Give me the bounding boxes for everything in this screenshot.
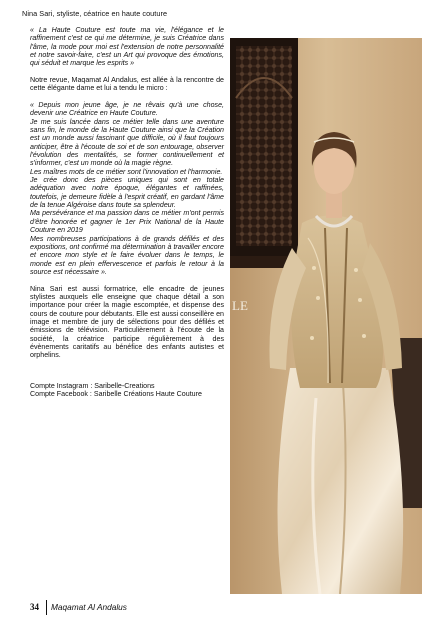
- portrait-photo: [230, 38, 422, 594]
- magazine-name: Maqamat Al Andalus: [51, 602, 127, 612]
- interview-answer-3: Les maîtres mots de ce métier sont l'innovation et l'harmonie.: [30, 167, 223, 176]
- interview-answer-4: Je crée donc des pièces uniques qui sont en totale adéquation avec notre époque, élégantes et raffinées, toutefois, je demeure fidèle à l'esprit créatif, en gardant l'âme de la tenue Algéroise dans toute sa splendeur.: [30, 176, 224, 210]
- page-number: 34: [30, 602, 39, 612]
- footer-divider: [46, 600, 47, 615]
- body-paragraph: Nina Sari est aussi formatrice, elle encadre de jeunes stylistes auxquels elle enseigne que chaque détail a son importance pour créer la magie escomptée, et dispense des cours de couture pour débutants. Elle est aussi conseillère en image et membre de jury de sélections pour des défilés et émissions de télévision. Particulièrement à l'écoute de la société, la créatrice participe régulièrement à des évènements caritatifs au bénéfice des enfants autistes et orphelins.: [30, 284, 224, 360]
- page-footer: [30, 599, 280, 615]
- interview-answer-5: Ma persévérance et ma passion dans ce métier m'ont permis d'être honorée et gagner le 1er Prix National de la Haute Couture en 2019: [30, 209, 224, 235]
- article-column: [30, 26, 224, 398]
- facebook-account: Compte Facebook : Saribelle Créations Haute Couture: [30, 389, 202, 398]
- instagram-account: Compte Instagram : Saribelle-Creations: [30, 381, 155, 390]
- interview-answer-2: Je me suis lancée dans ce métier telle dans une aventure sans fin, le monde de la Haute Couture ainsi que la Création est un monde aussi fascinant que difficile, où il faut toujours anticiper, être à l'écoute de soi et de son entourage, observer l'évolution des mentalités, se former continuellement et s'informer, c'est un monde où la magie règne.: [30, 117, 224, 168]
- intro-paragraph: Notre revue, Maqamat Al Andalus, est allée à la rencontre de cette élégante dame et lui a tendu le micro :: [30, 76, 224, 93]
- photo-overlay-text: LE: [232, 298, 248, 313]
- photo-caption-header: Nina Sari, styliste, céatrice en haute couture: [22, 9, 168, 18]
- interview-answer-6: Mes nombreuses participations à de grands défilés et des expositions, ont confirmé ma détermination à travailler encore et encore mon style et le faire évoluer dans le temps, le monde est en plein effervescence et parfois le retour à la source est nécessaire ».: [30, 234, 224, 276]
- opening-quote: « La Haute Couture est toute ma vie, l'élégance et le raffinement c'est ce qui me détermine, je suis Créatrice dans l'âme, la mode pour moi est l'extension de notre personnalité et notre savoir-faire, c'est un Art qui provoque des émotions, qui séduit et marque les esprits »: [30, 26, 224, 68]
- interview-answer-1: « Depuis mon jeune âge, je ne rêvais qu'à une chose, devenir une Créatrice en Haute Couture.: [30, 101, 224, 118]
